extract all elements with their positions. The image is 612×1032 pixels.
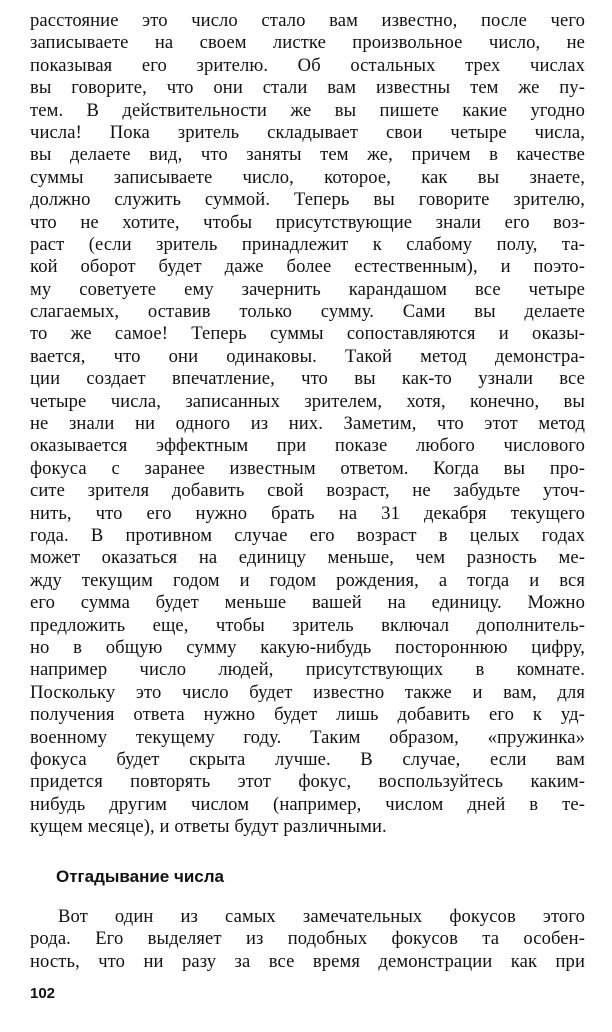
text-line: предложить еще, чтобы зритель включал дополнитель- <box>30 614 585 636</box>
text-line: его сумма будет меньше вашей на единицу. Можно <box>30 592 585 614</box>
text-line: четыре числа, записанных зрителем, хотя, конечно, вы <box>30 390 585 412</box>
text-line: вы делаете вид, что заняты тем же, причем в качестве <box>30 144 585 166</box>
text-line: оказывается эффектным при показе любого числового <box>30 435 585 457</box>
text-line: получения ответа нужно будет лишь добавить его к уд- <box>30 704 585 726</box>
text-line: придется повторять этот фокус, воспользуйтесь каким- <box>30 771 585 793</box>
text-line: но в общую сумму какую-нибудь постороннюю цифру, <box>30 636 585 658</box>
body-text-paragraph <box>30 906 585 973</box>
text-line: числа! Пока зритель складывает свои четыре числа, <box>30 121 585 143</box>
text-line: ции создает впечатление, что вы как-то узнали все <box>30 368 585 390</box>
text-line: Поскольку это число будет известно также и вам, для <box>30 681 585 703</box>
text-line: ность, что ни разу за все время демонстрации как при <box>30 950 585 972</box>
text-line: сите зрителя добавить свой возраст, не забудьте уточ- <box>30 480 585 502</box>
text-line: нить, что его нужно брать на 31 декабря текущего <box>30 502 585 524</box>
text-line: военному текущему году. Таким образом, «пружинка» <box>30 726 585 748</box>
text-line: вы говорите, что они стали вам известны тем же пу- <box>30 77 585 99</box>
text-line: то же самое! Теперь суммы сопоставляются и оказы- <box>30 323 585 345</box>
text-line: слагаемых, оставив только сумму. Сами вы делаете <box>30 301 585 323</box>
text-line: фокуса с заранее известным ответом. Когда вы про- <box>30 457 585 479</box>
body-text-paragraph <box>30 10 585 838</box>
text-line: раст (если зритель принадлежит к слабому полу, та- <box>30 233 585 255</box>
text-line: суммы записываете число, которое, как вы знаете, <box>30 166 585 188</box>
text-line: например число людей, присутствующих в комнате. <box>30 659 585 681</box>
text-line: записываете на своем листке произвольное число, не <box>30 32 585 54</box>
page-number: 102 <box>30 985 56 1002</box>
text-line: фокуса будет скрыта лучше. В случае, если вам <box>30 748 585 770</box>
text-line: может оказаться на единицу меньше, чем разность ме- <box>30 547 585 569</box>
text-line: кущем месяце), и ответы будут различными. <box>30 816 387 838</box>
text-line: жду текущим годом и годом рождения, а тогда и вся <box>30 569 585 591</box>
text-line: вается, что они одинаковы. Такой метод демонстра- <box>30 345 585 367</box>
text-line: рода. Его выделяет из подобных фокусов та особен- <box>30 928 585 950</box>
text-line: нибудь другим числом (например, числом дней в те- <box>30 793 585 815</box>
text-line: года. В противном случае его возраст в целых годах <box>30 524 585 546</box>
text-line: расстояние это число стало вам известно, после чего <box>30 10 585 31</box>
section-heading: Отгадывание числа <box>56 867 224 886</box>
text-line: показывая его зрителю. Об остальных трех числах <box>30 54 585 76</box>
text-line: должно служить суммой. Теперь вы говорите зрителю, <box>30 189 585 211</box>
text-line: Вот один из самых замечательных фокусов этого <box>58 906 585 927</box>
text-line: не знали ни одного из них. Заметим, что этот метод <box>30 413 585 435</box>
text-line: что не хотите, чтобы присутствующие знали его воз- <box>30 211 585 233</box>
text-line: кой оборот будет даже более естественным), и поэто- <box>30 256 585 278</box>
text-line: му советуете ему зачернить карандашом все четыре <box>30 278 585 300</box>
text-line: тем. В действительности же вы пишете какие угодно <box>30 99 585 121</box>
